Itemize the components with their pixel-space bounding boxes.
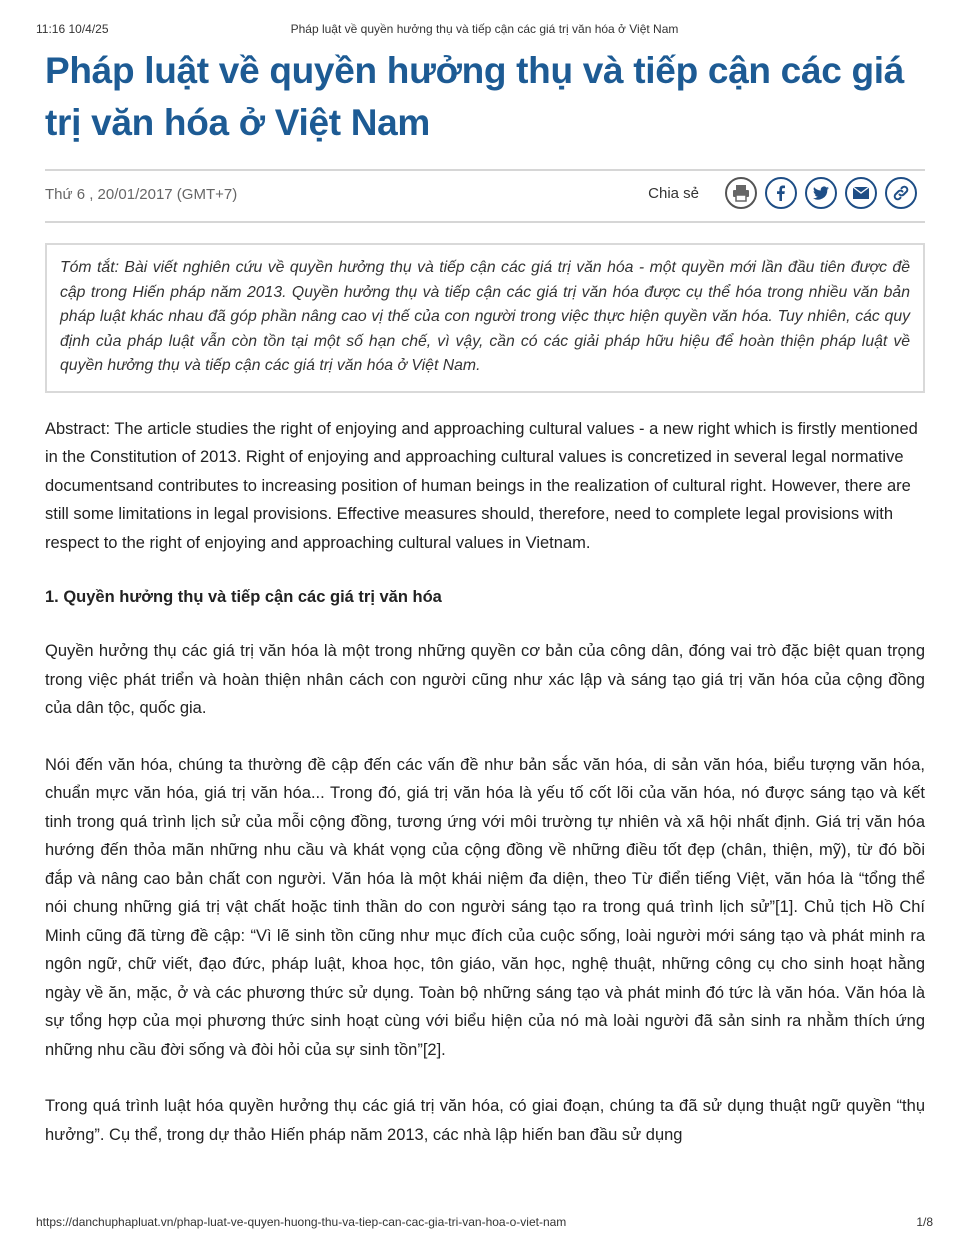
page-number: 1/8 [916,1215,933,1229]
body-paragraph: Quyền hưởng thụ các giá trị văn hóa là một trong những quyền cơ bản của công dân, đóng vai trò đặc biệt quan trọng trong việc phát triển và hoàn thiện nhân cách con người cũng như xác lập và sáng tạo giá trị văn hóa của cộng đồng của dân tộc, quốc gia. [45,642,925,717]
summary-box: Tóm tắt: Bài viết nghiên cứu về quyền hưởng thụ và tiếp cận các giá trị văn hóa - một quyền mới lần đầu tiên được đề cập trong Hiến pháp năm 2013. Quyền hưởng thụ và tiếp cận các giá trị văn hóa được cụ thể hóa trong nhiều văn bản pháp luật khác nhau đã góp phần nâng cao vị thế của con người trong việc thực hiện quyền văn hóa. Tuy nhiên, các quy định của pháp luật vẫn còn tồn tại một số hạn chế, vì vậy, cần có các giải pháp hữu hiệu để hoàn thiện pháp luật về quyền hưởng thụ và tiếp cận các giá trị văn hóa ở Việt Nam. [45,243,925,393]
print-footer [36,1215,933,1231]
link-icon [891,183,911,203]
publish-date: Thứ 6 , 20/01/2017 (GMT+7) [45,186,238,203]
print-icon [731,183,751,203]
article [45,45,925,1149]
copy-link-button[interactable] [885,177,917,209]
email-share-button[interactable] [845,177,877,209]
section-heading: 1. Quyền hưởng thụ và tiếp cận các giá trị văn hóa [45,588,442,606]
print-button[interactable] [725,177,757,209]
print-page-title: Pháp luật về quyền hưởng thụ và tiếp cận các giá trị văn hóa ở Việt Nam [290,22,679,36]
facebook-share-button[interactable] [765,177,797,209]
article-meta-bar [45,169,925,223]
body-paragraph: Nói đến văn hóa, chúng ta thường đề cập đến các vấn đề như bản sắc văn hóa, di sản văn hóa, biểu tượng văn hóa, chuẩn mực văn hóa, giá trị văn hóa... Trong đó, giá trị văn hóa là yếu tố cốt lõi của văn hóa, nó được sáng tạo và kết tinh trong quá trình lịch sử của mỗi cộng đồng, tương ứng với môi trường tự nhiên và xã hội nhất định. Giá trị văn hóa hướng đến thỏa mãn những nhu cầu và khát vọng của cộng đồng về những điều tốt đẹp (chân, thiện, mỹ), từ đó bồi đắp và nâng cao bản chất con người. Văn hóa là một khái niệm đa diện, theo Từ điển tiếng Việt, văn hóa là “tổng thể nói chung những giá trị vật chất hoặc tinh thần do con người sáng tạo ra trong quá trình lịch sử”[1]. Chủ tịch Hồ Chí Minh cũng đã từng đề cập: “Vì lẽ sinh tồn cũng như mục đích của cuộc sống, loài người mới sáng tạo và phát minh ra ngôn ngữ, chữ viết, đạo đức, pháp luật, khoa học, tôn giáo, văn học, nghệ thuật, những công cụ cho sinh hoạt hằng ngày về ăn, mặc, ở và các phương thức sử dụng. Toàn bộ những sáng tạo và phát minh đó tức là văn hóa. Văn hóa là sự tổng hợp của mọi phương thức sinh hoạt cùng với biểu hiện của nó mà loài người đã sản sinh ra nhằm thích ứng những nhu cầu đời sống và đòi hỏi của sự sinh tồn”[2]. [45,755,925,1059]
twitter-share-button[interactable] [805,177,837,209]
print-url: https://danchuphapluat.vn/phap-luat-ve-quyen-huong-thu-va-tiep-can-cac-gia-tri-van-hoa-o-viet-nam [36,1215,567,1229]
print-header [36,22,933,38]
article-title: Pháp luật về quyền hưởng thụ và tiếp cận các giá trị văn hóa ở Việt Nam [45,50,905,143]
facebook-icon [771,183,791,203]
share-label: Chia sẻ [648,184,699,202]
print-datetime: 11:16 10/4/25 [36,22,109,36]
abstract: Abstract: The article studies the right of enjoying and approaching cultural values - a new right which is firstly mentioned in the Constitution of 2013. Right of enjoying and approaching cultural values is concretized in several legal normative documentsand contributes to increasing position of human beings in the realization of cultural right. However, there are still some limitations in legal provisions. Effective measures should, therefore, need to complete legal provisions with respect to the right of enjoying and approaching cultural values in Vietnam. [45,419,918,552]
twitter-icon [811,183,831,203]
email-icon [851,183,871,203]
body-paragraph: Trong quá trình luật hóa quyền hưởng thụ các giá trị văn hóa, có giai đoạn, chúng ta đã sử dụng thuật ngữ quyền “thụ hưởng”. Cụ thể, trong dự thảo Hiến pháp năm 2013, các nhà lập hiến ban đầu sử dụng [45,1097,925,1144]
share-bar [648,177,917,209]
